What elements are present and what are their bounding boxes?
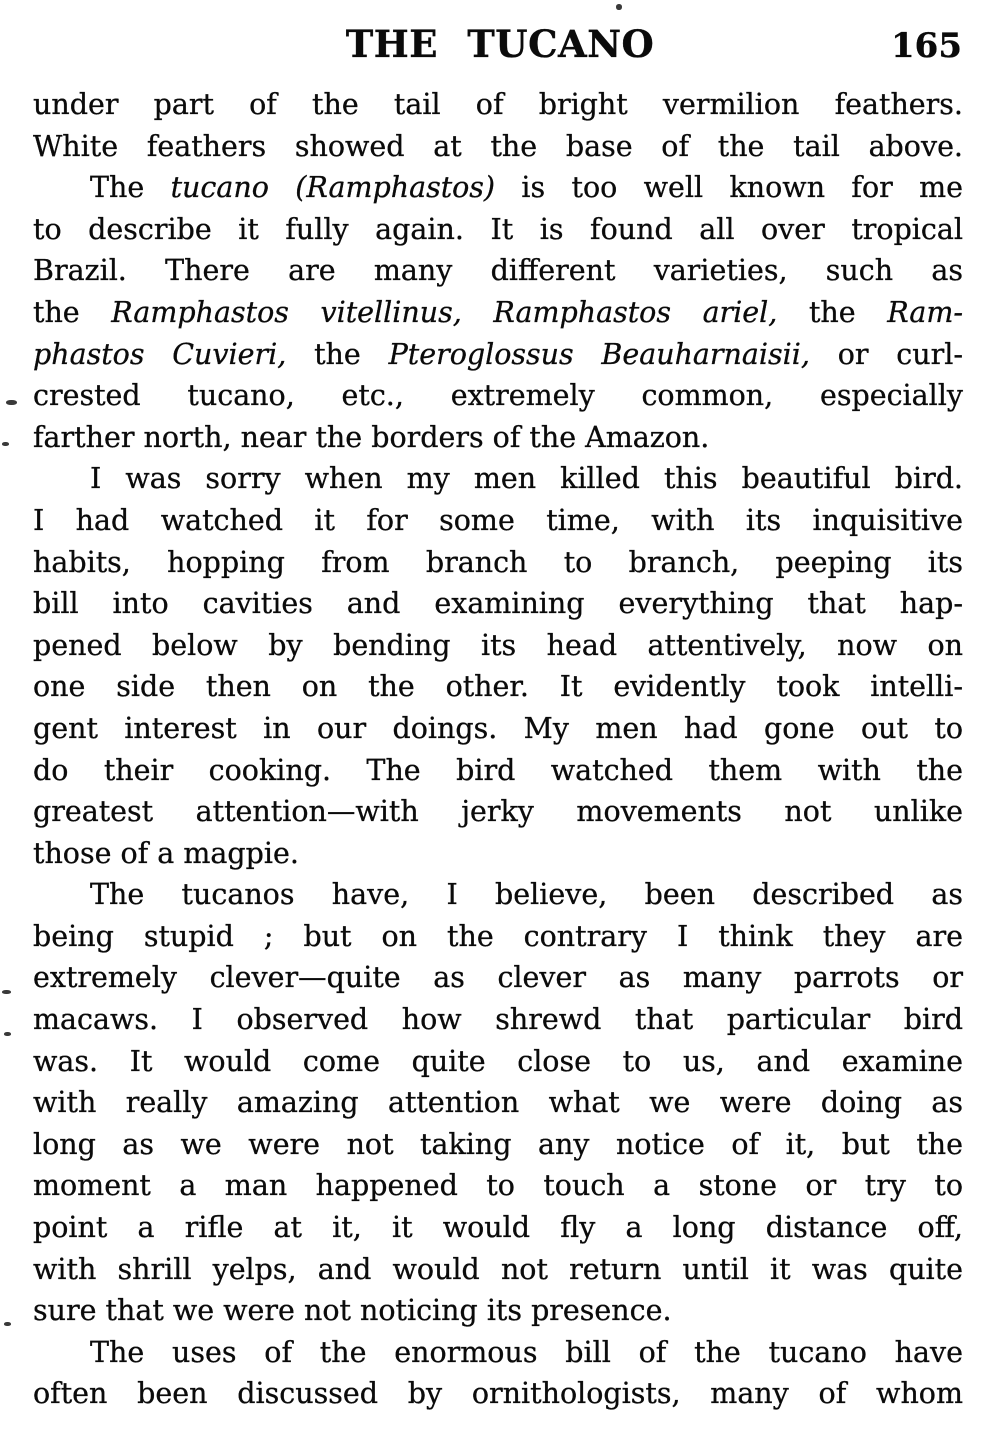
text-line [33,1249,963,1291]
text-segment: greatest attention—with jerky movements not unlike [33,795,963,829]
italic-text-segment: Pteroglossus Beauharnaisii, [388,337,810,371]
text-line [33,375,963,417]
text-line [33,791,963,833]
text-segment: The tucanos have, I believe, been described as [90,878,963,912]
text-segment: the [777,295,888,329]
text-segment: White feathers showed at the base of the tail above. [33,129,963,163]
ink-speck [4,1032,11,1036]
text-segment: moment a man happened to touch a stone or try to [33,1169,963,1203]
text-line [33,167,963,209]
text-segment: habits, hopping from branch to branch, peeping its [33,545,963,579]
text-line [33,625,963,667]
page-body [33,84,963,1415]
italic-text-segment: Ram- [887,295,964,329]
text-segment: being stupid ; but on the contrary I think they are [33,919,963,953]
text-line [33,1290,963,1332]
text-segment: often been discussed by ornithologists, many of whom [33,1377,963,1411]
text-segment: The [90,171,171,205]
text-segment: Brazil. There are many different varieties, such as [33,254,963,288]
text-segment: do their cooking. The bird watched them with the [33,753,963,787]
text-line [33,1041,963,1083]
text-segment: one side then on the other. It evidently took intelli- [33,670,963,704]
ink-speck [616,4,622,10]
text-segment: I had watched it for some time, with its inquisitive [33,503,963,537]
text-segment: pened below by bending its head attentively, now on [33,628,963,662]
text-line [33,334,963,376]
text-segment: long as we were not taking any notice of it, but the [33,1127,963,1161]
text-segment: is too well known for me [495,171,963,205]
text-line [33,874,963,916]
text-segment: sure that we were not noticing its presence. [33,1294,672,1328]
text-line [33,1373,963,1415]
ink-speck [2,442,9,446]
text-line [33,84,963,126]
text-line [33,542,963,584]
text-segment: or curl- [809,337,963,371]
text-segment: with really amazing attention what we were doing as [33,1086,963,1120]
text-segment: the [286,337,389,371]
text-line [33,957,963,999]
text-segment: crested tucano, etc., extremely common, especially [33,379,963,413]
text-segment: I was sorry when my men killed this beautiful bird. [90,462,963,496]
text-line [33,999,963,1041]
text-line [33,916,963,958]
text-line [33,458,963,500]
text-line [33,666,963,708]
text-line [33,250,963,292]
text-segment [462,296,494,329]
text-segment: the [33,295,112,329]
italic-text-segment: Ramphastos ariel, [493,295,778,329]
text-segment: extremely clever—quite as clever as many parrots or [33,961,963,995]
italic-text-segment: tucano (Ramphastos) [170,171,496,205]
text-segment: with shrill yelps, and would not return until it was quite [33,1252,963,1286]
ink-speck [6,400,17,405]
text-segment: gent interest in our doings. My men had gone out to [33,711,963,745]
text-segment: farther north, near the borders of the Amazon. [33,420,710,454]
text-line [33,1332,963,1374]
text-segment: point a rifle at it, it would fly a long distance off, [33,1211,963,1245]
page-number: 165 [891,26,962,66]
running-head-title: THE TUCANO [345,22,655,66]
text-segment: to describe it fully again. It is found all over tropical [33,212,963,246]
text-segment: those of a magpie. [33,836,299,870]
italic-text-segment: Ramphastos vitellinus, [111,295,462,329]
text-line [33,292,963,334]
text-segment: macaws. I observed how shrewd that particular bird [33,1003,963,1037]
ink-speck [4,1322,11,1326]
text-line [33,1082,963,1124]
text-segment: The uses of the enormous bill of the tucano have [90,1335,963,1369]
text-line [33,209,963,251]
text-line [33,583,963,625]
text-line [33,708,963,750]
ink-speck [2,990,11,994]
text-line [33,833,963,875]
text-segment: was. It would come quite close to us, and examine [33,1044,963,1078]
text-line [33,500,963,542]
text-line [33,417,963,459]
text-segment: bill into cavities and examining everything that hap- [33,587,963,621]
text-line [33,1207,963,1249]
text-line [33,1165,963,1207]
text-line [33,126,963,168]
text-line [33,1124,963,1166]
italic-text-segment: phastos Cuvieri, [33,337,287,371]
text-segment: under part of the tail of bright vermilion feathers. [33,88,963,121]
text-line [33,750,963,792]
